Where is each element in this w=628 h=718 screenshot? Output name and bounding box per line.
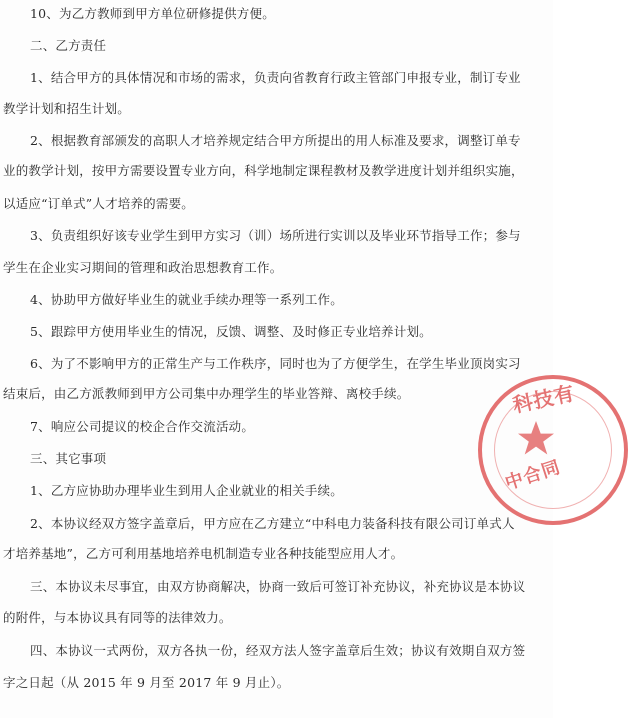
seal-star-icon bbox=[516, 419, 556, 459]
doc-line-7: 以适应“订单式”人才培养的需要。 bbox=[3, 196, 194, 211]
doc-line-13: 结束后，由乙方派教师到甲方公司集中办理学生的毕业答辩、离校手续。 bbox=[3, 386, 410, 401]
doc-line-21: 四、本协议一式两份，双方各执一份，经双方法人签字盖章后生效；协议有效期自双方签 bbox=[30, 643, 526, 658]
doc-line-19: 三、本协议未尽事宜，由双方协商解决，协商一致后可签订补充协议，补充协议是本协议 bbox=[30, 579, 526, 594]
doc-line-17: 2、本协议经双方签字盖章后，甲方应在乙方建立“中科电力装备科技有限公司订单式人 bbox=[30, 516, 515, 531]
doc-line-10: 4、协助甲方做好毕业生的就业手续办理等一系列工作。 bbox=[30, 292, 343, 307]
section-heading-3: 三、其它事项 bbox=[30, 451, 107, 466]
doc-line-1: 10、为乙方教师到甲方单位研修提供方便。 bbox=[30, 6, 275, 21]
doc-line-18: 才培养基地”，乙方可利用基地培养电机制造专业各种技能型应用人才。 bbox=[3, 546, 404, 561]
section-heading-2: 二、乙方责任 bbox=[30, 38, 107, 53]
company-seal bbox=[478, 375, 628, 525]
doc-line-4: 教学计划和招生计划。 bbox=[3, 101, 131, 116]
doc-line-5: 2、根据教育部颁发的高职人才培养规定结合甲方所提出的用人标准及要求，调整订单专 bbox=[30, 133, 521, 148]
doc-line-8: 3、负责组织好该专业学生到甲方实习（训）场所进行实训以及毕业环节指导工作；参与 bbox=[30, 228, 521, 243]
doc-line-9: 学生在企业实习期间的管理和政治思想教育工作。 bbox=[3, 260, 283, 275]
doc-line-16: 1、乙方应协助办理毕业生到用人企业就业的相关手续。 bbox=[30, 483, 343, 498]
doc-line-20: 的附件，与本协议具有同等的法律效力。 bbox=[3, 610, 232, 625]
doc-line-6: 业的教学计划，按甲方需要设置专业方向，科学地制定课程教材及教学进度计划并组织实施， bbox=[3, 163, 524, 178]
doc-line-22: 字之日起（从 2015 年 9 月至 2017 年 9 月止）。 bbox=[3, 675, 290, 690]
seal-text-top: 科技有 bbox=[510, 380, 578, 418]
doc-line-11: 5、跟踪甲方使用毕业生的情况，反馈、调整、及时修正专业培养计划。 bbox=[30, 324, 432, 339]
doc-line-14: 7、响应公司提议的校企合作交流活动。 bbox=[30, 419, 255, 434]
doc-line-3: 1、结合甲方的具体情况和市场的需求，负责向省教育行政主管部门申报专业，制订专业 bbox=[30, 70, 521, 85]
doc-line-12: 6、为了不影响甲方的正常生产与工作秩序，同时也为了方便学生，在学生毕业顶岗实习 bbox=[30, 356, 521, 371]
seal-text-bottom: 中合同 bbox=[502, 456, 564, 495]
